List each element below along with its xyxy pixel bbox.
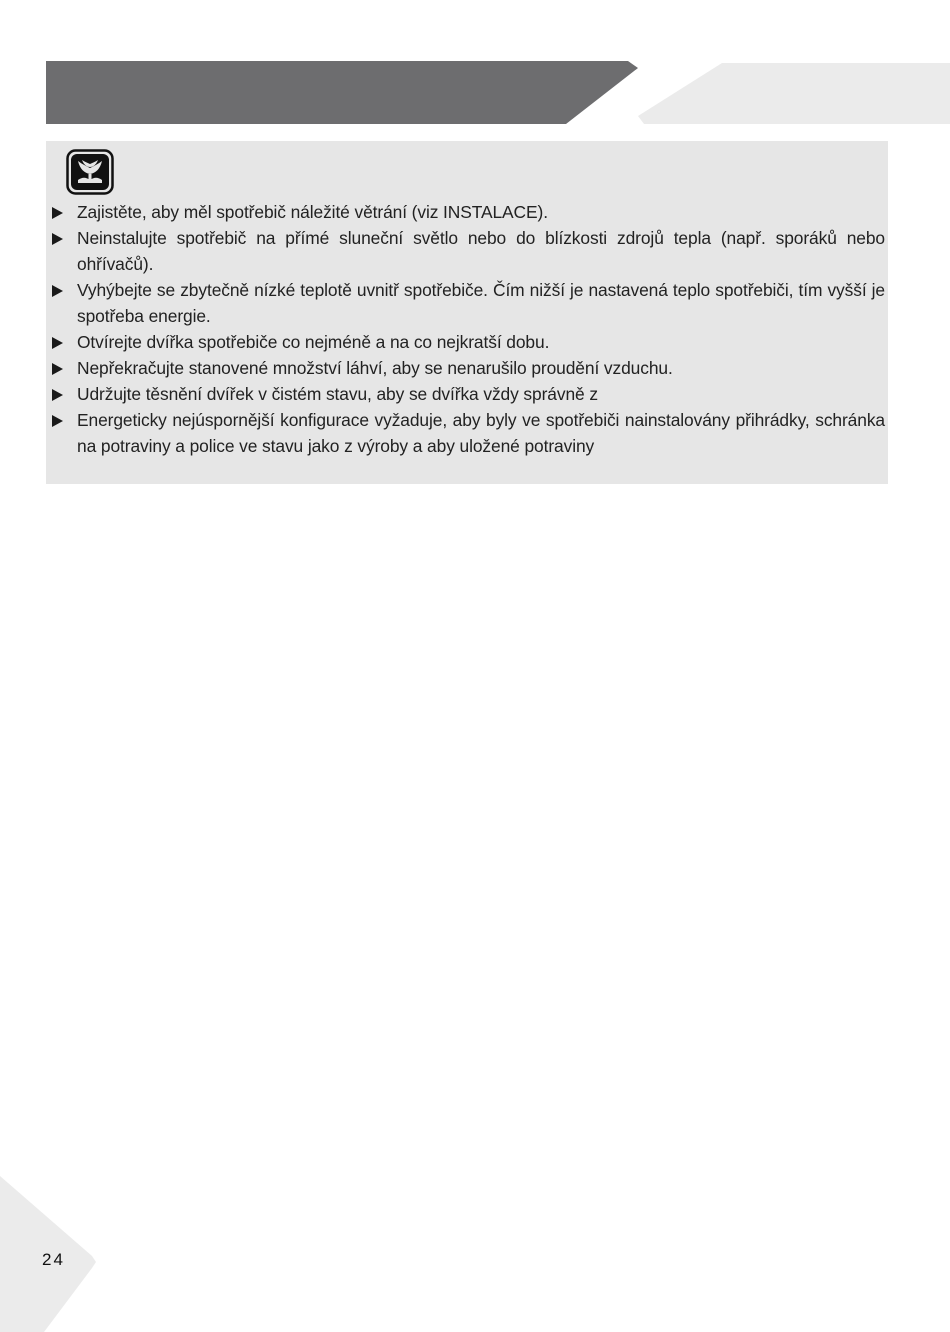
tip-text: Neinstalujte spotřebič na přímé sluneční světlo nebo do blízkosti zdrojů tepla (např. sporáků nebo ohřívačů). bbox=[77, 228, 885, 274]
page-number: 24 bbox=[42, 1250, 65, 1269]
header-banner bbox=[0, 0, 950, 140]
tip-text: Vyhýbejte se zbytečně nízké teplotě uvnitř spotřebiče. Čím nižší je nastavená teplo spotřebiči, tím vyšší je spotřeba energie. bbox=[77, 280, 885, 326]
triangle-bullet-icon bbox=[52, 233, 63, 245]
tip-item bbox=[46, 407, 885, 459]
tip-item bbox=[46, 199, 885, 225]
tip-item bbox=[46, 225, 885, 277]
tip-item bbox=[46, 355, 885, 381]
triangle-bullet-icon bbox=[52, 415, 63, 427]
triangle-bullet-icon bbox=[52, 389, 63, 401]
energy-saving-tips-box bbox=[46, 141, 888, 484]
triangle-bullet-icon bbox=[52, 363, 63, 375]
header-band-light bbox=[638, 63, 950, 124]
tip-text: Otvírejte dvířka spotřebiče co nejméně a na co nejkratší dobu. bbox=[77, 332, 550, 352]
tips-list bbox=[46, 199, 885, 459]
tip-text: Udržujte těsnění dvířek v čistém stavu, aby se dvířka vždy správně z bbox=[77, 384, 598, 404]
tip-item bbox=[46, 329, 885, 355]
tip-item bbox=[46, 277, 885, 329]
header-band-dark bbox=[46, 61, 638, 124]
triangle-bullet-icon bbox=[52, 285, 63, 297]
triangle-bullet-icon bbox=[52, 207, 63, 219]
triangle-bullet-icon bbox=[52, 337, 63, 349]
leaf-eco-icon bbox=[66, 149, 114, 195]
tip-text: Nepřekračujte stanovené množství láhví, aby se nenarušilo proudění vzduchu. bbox=[77, 358, 673, 378]
tip-text: Zajistěte, aby měl spotřebič náležité větrání (viz INSTALACE). bbox=[77, 202, 548, 222]
tip-item bbox=[46, 381, 885, 407]
tip-text: Energeticky nejúspornější konfigurace vyžaduje, aby byly ve spotřebiči nainstalovány přihrádky, schránka na potraviny a police ve stavu jako z výroby a aby uložené potraviny bbox=[77, 410, 885, 456]
